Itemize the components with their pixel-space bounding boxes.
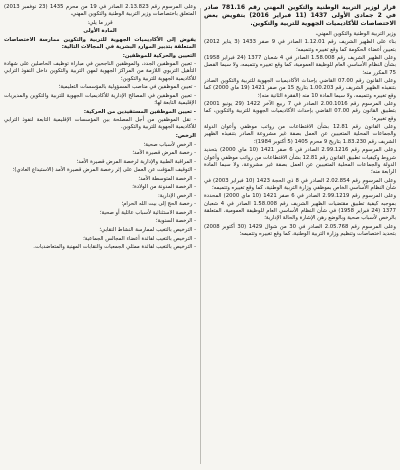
list-item: - الترخيص بالتغيب لممارسة النشاط النقابي؛ [4, 227, 196, 234]
list-item: - المراقبة الطبية والإدارية لرخصة المرض قصيرة الأمد؛ [4, 159, 196, 166]
list-item: - الرخصة الاستثنائية لأسباب عائلية أو صحية؛ [4, 210, 196, 217]
decides-line: قرر ما يلي: [87, 19, 113, 26]
visa-paragraph: وعلى القانون رقم 07.00 القاضي بإحداث الأكاديميات الجهوية للتربية والتكوين الصادر بتنفيذه الظهير الشريف رقم 1.00.203 بتاريخ 15 من صفر 1421 (19 ماي 2000) كما وقع تغييره وتتميمه، ولا سيما المادة 10 منه (الفقرة الثانية منه)؛ [204, 78, 396, 99]
list-item: - رخصة المرض قصيرة الأمد؛ [4, 150, 196, 157]
list-item: - تعيين الموظفين في المصالح الإدارية للأكاديميات الجهوية للتربية والتكوين والمديريات الإقليمية التابعة لها؛ [4, 93, 196, 108]
visa-paragraph: وعلى المرسوم رقم 2.99.1216 الصادر في 6 صفر 1421 (10 ماي 2000) بتحديد شروط وكيفيات تطبيق القانون رقم 12.81 بشأن الاقتطاعات من رواتب موظفي وأعوان الدولة والجماعات المحلية المتغيبين عن العمل بصفة غير مشروعة، ولا سيما المادة الرابعة منه؛ [204, 147, 396, 175]
decree-title: قرار لوزير التربية الوطنية والتكوين المهني رقم 781.16 صادر في 2 جمادى الأولى 1437 (11 فبراير 2016) بتفويض بعض الاختصاصات للأكاديميات الجهوية للتربية والتكوين. [204, 4, 396, 27]
article-heading: المادة الأولى [83, 28, 117, 35]
list-item: - الرخصة السنوية؛ [4, 218, 196, 225]
visa-paragraph: وعلى الظهير الشريف رقم 1.58.008 الصادر في 4 شعبان 1377 (24 فبراير 1958) بشأن النظام الأساسي العام للوظيفة العمومية، كما وقع تغييره وتتميمه، ولا سيما الفصل 75 المكرر منه؛ [204, 55, 396, 76]
section-heading-mobility: - تعيين الموظفين المستفيدين من الحركية: [4, 109, 196, 116]
section-heading-appointments: التعيين والحركية للموظفين: [122, 52, 196, 59]
minister-line: وزير التربية الوطنية والتكوين المهني، [315, 30, 396, 37]
visa-paragraph: بناء على الظهير الشريف رقم 1.12.01 الصادر في 9 صفر 1433 (3 يناير 2012) بتعيين أعضاء الحكومة كما وقع تغييره وتتميمه؛ [204, 39, 396, 53]
visa-paragraph: وعلى المرسوم رقم 2.13.823 الصادر في 19 من محرم 1435 (23 نوفمبر 2013) المتعلق باختصاصات وزير التربية الوطنية والتكوين المهني، [4, 4, 196, 18]
list-item: - تعيين الموظفين في مناصب المسؤولية بالمؤسسات التعليمية؛ [4, 84, 196, 91]
list-item: - تعيين الموظفين الجدد، والموظفين الناجحين في مباراة توظيف الحاصلين على شهادة التأهيل التربوي اللازمة من المراكز الجهوية لمهن التربية والتكوين داخل النفوذ الترابي للأكاديمية الجهوية للتربية والتكوين؛ [4, 61, 196, 83]
list-item: - الترخيص بالتغيب لفائدة ممثلي الجمعيات والنقابات المهنية والمتعاضديات. [4, 244, 196, 251]
list-item: - التوقيف المؤقت عن العمل على إثر رخصة المرض قصيرة الأمد (الاستيداع العادي)؛ [4, 167, 196, 174]
visa-paragraph: وعلى المرسوم رقم 2.99.1219 الصادر في 6 صفر 1421 (10 ماي 2000) المحددة بموجبه كيفية تطبيق مقتضيات الظهير الشريف رقم 1.58.008 الصادر في 4 شعبان 1377 (24 فبراير 1958) في شأن النظام الأساسي العام للوظيفة العمومية، المتعلقة بالرخص لأسباب صحية وبالوضع رهن الإشارة والحالة الإدارية؛ [204, 193, 396, 222]
list-item: - الرخص لأسباب صحية؛ [4, 142, 196, 149]
list-item: - رخصة الحج إلى بيت الله الحرام؛ [4, 201, 196, 208]
two-column-layout [4, 4, 396, 468]
right-column [204, 4, 396, 468]
list-item: - الترخيص بالتغيب لفائدة أعضاء المجالس الجماعية؛ [4, 236, 196, 243]
visa-paragraph: وعلى المرسوم رقم 2.05.768 الصادر في 30 من شوال 1429 (30 أكتوبر 2008) بتحديد اختصاصات وتنظيم وزارة التربية الوطنية، كما وقع تغييره وتتميمه؛ [204, 223, 396, 237]
list-item: - الرخصة المتوسطة الأمد؛ [4, 176, 196, 183]
left-column [4, 4, 196, 468]
visa-paragraph: وعلى القانون رقم 12.81 بشأن الاقتطاعات من رواتب موظفي وأعوان الدولة والجماعات المحلية المتغيبين عن العمل بصفة غير مشروعة الصادر بتنفيذه الظهير الشريف رقم 1.83.230 بتاريخ 9 محرم 1405 (5 أكتوبر 1984)؛ [204, 124, 396, 145]
column-divider [200, 8, 201, 464]
list-item: - نقل الموظفين من أجل المصلحة بين المؤسسات الإقليمية التابعة لنفوذ الترابي للأكاديمية الجهوية للتربية والتكوين. [4, 117, 196, 132]
visa-paragraph: وعلى المرسوم رقم 2.00.1016 الصادر في 7 ربيع الآخر 1422 (29 يونيو 2001) بتطبيق القانون رقم 07.00 القاضي بإحداث الأكاديميات الجهوية للتربية والتكوين، كما وقع تغييره؛ [204, 101, 396, 122]
delegation-paragraph: يفوض إلى الأكاديميات الجهوية للتربية والتكوين ممارسة الاختصاصات المتعلقة بتدبير الموارد البشرية في المجالات التالية: [4, 36, 196, 51]
list-item: - الرخص الإدارية: [4, 193, 196, 200]
list-item: - الرخصة المدونة من الولادة؛ [4, 184, 196, 191]
visa-paragraph: وعلى المرسوم رقم 2.02.854 الصادر في 8 ذي الحجة 1423 (10 فبراير 2003) في شأن النظام الأساسي الخاص بموظفي وزارة التربية الوطنية، كما وقع تغييره وتتميمه؛ [204, 177, 396, 191]
section-heading-leaves: الرخص: [175, 132, 196, 139]
